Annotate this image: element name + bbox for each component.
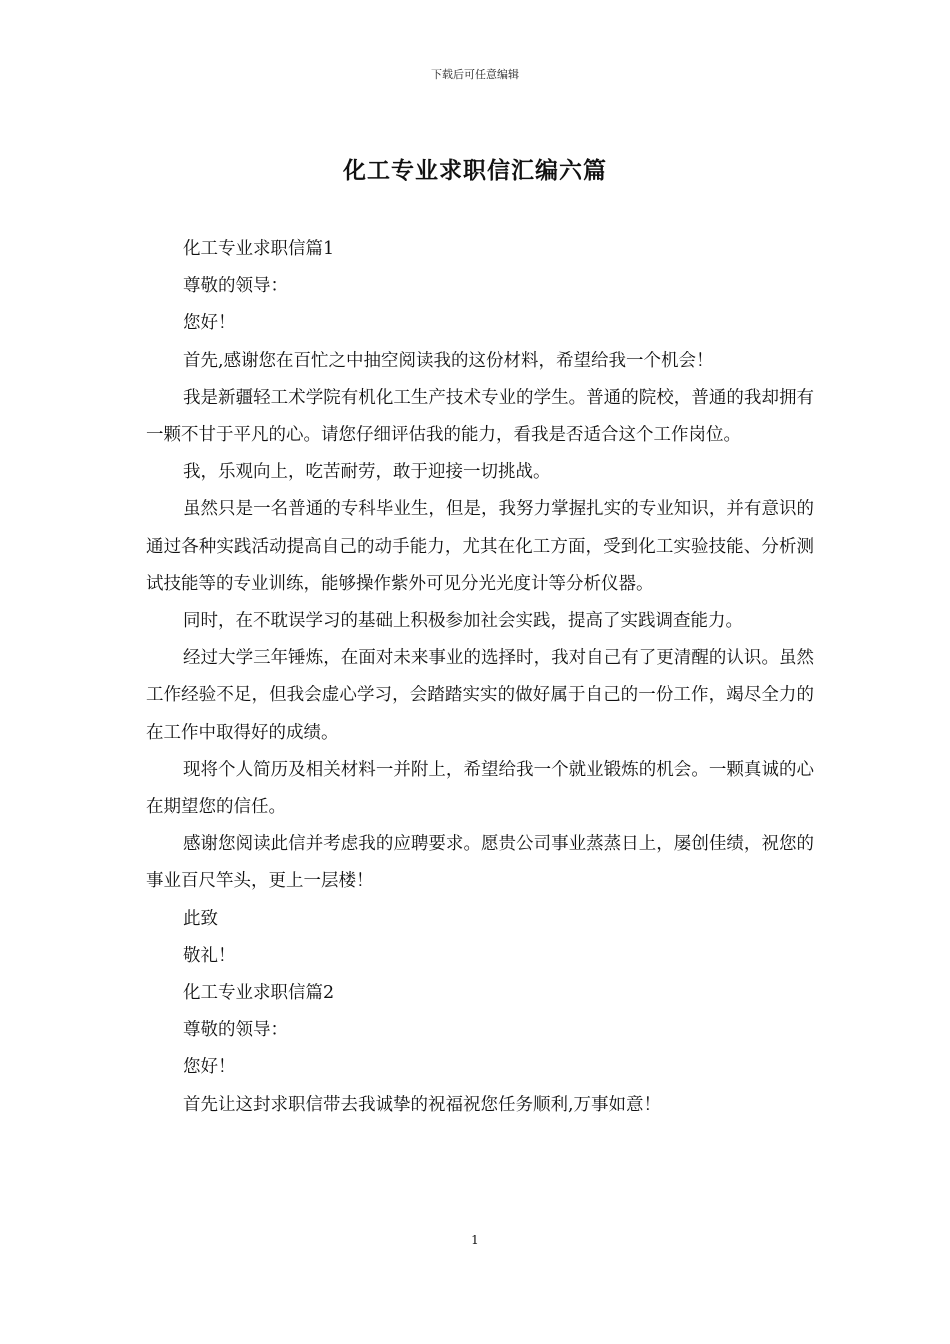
header-note: 下载后可任意编辑	[431, 68, 519, 81]
paragraph: 虽然只是一名普通的专科毕业生，但是，我努力掌握扎实的专业知识，并有意识的通过各种实践活动提高自己的动手能力，尤其在化工方面，受到化工实验技能、分析测试技能等的专业训练，能够操作紫外可见分光光度计等分析仪器。	[146, 499, 814, 594]
paragraph: 您好！	[183, 1057, 236, 1078]
paragraph: 化工专业求职信篇2	[183, 983, 335, 1004]
paragraph: 尊敬的领导：	[183, 1020, 288, 1041]
paragraph: 首先让这封求职信带去我诚挚的祝福祝您任务顺利,万事如意！	[183, 1094, 662, 1115]
paragraph: 此致	[183, 908, 218, 929]
paragraph: 您好！	[183, 313, 236, 334]
paragraph: 敬礼！	[183, 945, 236, 966]
paragraph: 我，乐观向上，吃苦耐劳，敢于迎接一切挑战。	[183, 462, 551, 483]
paragraph: 感谢您阅读此信并考虑我的应聘要求。愿贵公司事业蒸蒸日上，屡创佳绩，祝您的事业百尺竿头，更上一层楼！	[146, 834, 814, 892]
paragraph: 尊敬的领导：	[183, 276, 288, 297]
paragraph: 经过大学三年锤炼，在面对未来事业的选择时，我对自己有了更清醒的认识。虽然工作经验不足，但我会虚心学习，会踏踏实实的做好属于自己的一份工作，竭尽全力的在工作中取得好的成绩。	[146, 648, 814, 743]
paragraph: 化工专业求职信篇1	[183, 239, 335, 259]
document-body	[146, 231, 814, 1124]
paragraph: 首先,感谢您在百忙之中抽空阅读我的这份材料，希望给我一个机会！	[183, 350, 714, 371]
paragraph: 现将个人简历及相关材料一并附上，希望给我一个就业锻炼的机会。一颗真诚的心在期望您的信任。	[146, 759, 814, 818]
paragraph: 我是新疆轻工术学院有机化工生产技术专业的学生。普通的院校，普通的我却拥有一颗不甘于平凡的心。请您仔细评估我的能力，看我是否适合这个工作岗位。	[146, 387, 814, 446]
page-number: 1	[471, 1233, 479, 1247]
paragraph: 同时，在不耽误学习的基础上积极参加社会实践，提高了实践调查能力。	[183, 611, 743, 632]
document-title: 化工专业求职信汇编六篇	[343, 157, 607, 184]
